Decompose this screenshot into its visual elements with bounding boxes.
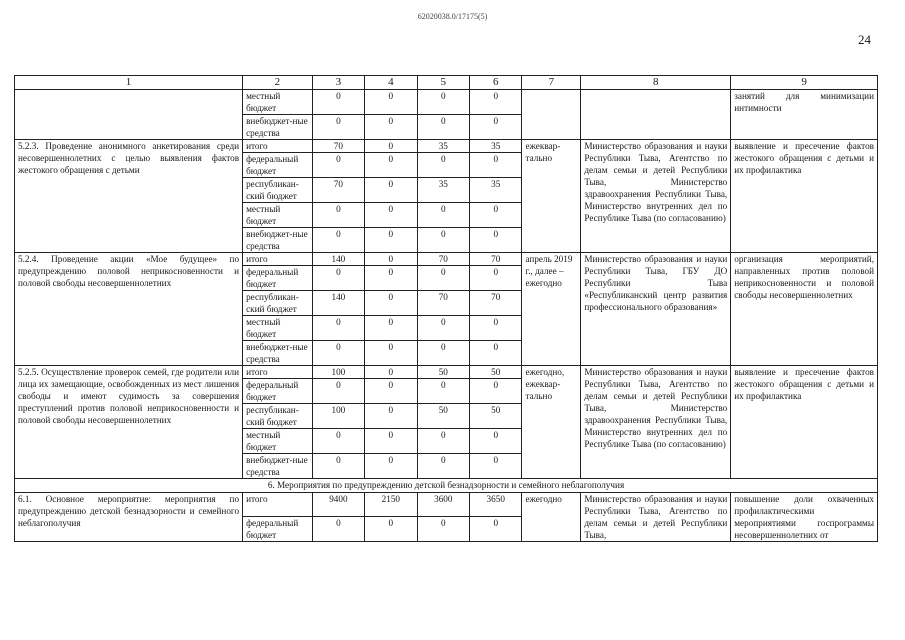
value-cell: 0 <box>312 115 364 140</box>
term-cell: апрель 2019 г., далее – ежегодно <box>522 253 581 366</box>
value-cell: 0 <box>365 153 417 178</box>
value-cell: 0 <box>365 266 417 291</box>
value-cell: 70 <box>417 291 469 316</box>
source-cell: местный бюджет <box>243 429 313 454</box>
value-cell: 0 <box>470 454 522 479</box>
section-heading: 6. Мероприятия по предупреждению детской безнадзорности и семейного неблагополучия <box>15 479 878 493</box>
value-cell: 50 <box>417 366 469 379</box>
value-cell: 35 <box>470 178 522 203</box>
source-cell: внебюджет-ные средства <box>243 341 313 366</box>
value-cell: 0 <box>312 90 364 115</box>
measure-title: 5.2.5. Осуществление проверок семей, где родители или лица их замещающие, освобожденных из мест лишения свободы и имеют судимость за совершения преступлений против половой неприкосновенности и половой свободы несовершеннолетних <box>15 366 243 479</box>
result-cell: занятий для минимизации интимности <box>731 90 878 140</box>
executor-cell: Министерство образования и науки Республики Тыва, ГБУ ДО Республики Тыва «Республиканский центр развития профессионального образования» <box>581 253 731 366</box>
value-cell: 50 <box>470 404 522 429</box>
value-cell: 3600 <box>417 493 469 517</box>
value-cell: 0 <box>470 517 522 542</box>
document-id: 62020038.0/17175(5) <box>417 12 488 21</box>
result-cell: повышение доли охваченных профилактическими мероприятиями госпрограммы несовершеннолетних от <box>731 493 878 542</box>
value-cell: 0 <box>417 266 469 291</box>
value-cell: 0 <box>365 316 417 341</box>
source-cell: республикан-ский бюджет <box>243 404 313 429</box>
value-cell: 0 <box>365 90 417 115</box>
value-cell: 0 <box>365 429 417 454</box>
value-cell: 35 <box>417 140 469 153</box>
header-cell: 2 <box>243 76 313 90</box>
value-cell: 0 <box>417 203 469 228</box>
value-cell: 50 <box>417 404 469 429</box>
value-cell: 0 <box>365 454 417 479</box>
cont-title-cell <box>15 90 243 140</box>
value-cell: 0 <box>417 517 469 542</box>
value-cell: 70 <box>470 291 522 316</box>
table-row <box>15 90 878 115</box>
value-cell: 100 <box>312 404 364 429</box>
value-cell: 0 <box>470 316 522 341</box>
value-cell: 0 <box>312 429 364 454</box>
value-cell: 0 <box>312 266 364 291</box>
value-cell: 50 <box>470 366 522 379</box>
measure-title: 6.1. Основное мероприятие: мероприятия по предупреждению детской безнадзорности и семейного неблагополучия <box>15 493 243 542</box>
value-cell: 0 <box>365 341 417 366</box>
source-cell: внебюджет-ные средства <box>243 228 313 253</box>
value-cell: 3650 <box>470 493 522 517</box>
value-cell: 0 <box>312 379 364 404</box>
source-cell: местный бюджет <box>243 90 313 115</box>
value-cell: 0 <box>417 316 469 341</box>
value-cell: 0 <box>470 429 522 454</box>
value-cell: 0 <box>365 404 417 429</box>
value-cell: 0 <box>365 140 417 153</box>
result-cell: выявление и пресечение фактов жестокого обращения с детьми и их профилактика <box>731 140 878 253</box>
value-cell: 0 <box>312 316 364 341</box>
value-cell: 0 <box>417 379 469 404</box>
value-cell: 0 <box>470 153 522 178</box>
value-cell: 0 <box>312 228 364 253</box>
value-cell: 9400 <box>312 493 364 517</box>
source-cell: местный бюджет <box>243 203 313 228</box>
value-cell: 0 <box>312 454 364 479</box>
value-cell: 0 <box>417 228 469 253</box>
value-cell: 0 <box>365 178 417 203</box>
value-cell: 0 <box>470 379 522 404</box>
value-cell: 0 <box>470 90 522 115</box>
value-cell: 0 <box>417 341 469 366</box>
value-cell: 70 <box>312 178 364 203</box>
source-cell: местный бюджет <box>243 316 313 341</box>
value-cell: 0 <box>365 517 417 542</box>
result-cell: организация мероприятий, направленных против половой неприкосновенности и половой свободы несовершеннолетних <box>731 253 878 366</box>
executor-cell: Министерство образования и науки Республики Тыва, Агентство по делам семьи и детей Республики Тыва, <box>581 493 731 542</box>
program-table <box>14 75 878 542</box>
value-cell: 140 <box>312 253 364 266</box>
source-cell: республикан-ский бюджет <box>243 178 313 203</box>
source-cell: итого <box>243 493 313 517</box>
table-row <box>15 493 878 517</box>
value-cell: 70 <box>417 253 469 266</box>
table-row <box>15 366 878 379</box>
header-cell: 6 <box>470 76 522 90</box>
term-cell: ежегодно, ежеквар-тально <box>522 366 581 479</box>
result-cell: выявление и пресечение фактов жестокого обращения с детьми и их профилактика <box>731 366 878 479</box>
value-cell: 0 <box>365 366 417 379</box>
source-cell: итого <box>243 140 313 153</box>
term-cell: ежегодно <box>522 493 581 542</box>
value-cell: 0 <box>470 115 522 140</box>
value-cell: 0 <box>417 454 469 479</box>
measure-title: 5.2.3. Проведение анонимного анкетирования среди несовершеннолетних с целью выявления фактов жестокого обращения с детьми <box>15 140 243 253</box>
executor-cell <box>581 90 731 140</box>
value-cell: 0 <box>312 203 364 228</box>
value-cell: 0 <box>417 153 469 178</box>
value-cell: 100 <box>312 366 364 379</box>
value-cell: 0 <box>470 341 522 366</box>
value-cell: 70 <box>312 140 364 153</box>
value-cell: 0 <box>417 429 469 454</box>
header-cell: 8 <box>581 76 731 90</box>
source-cell: федеральный бюджет <box>243 153 313 178</box>
source-cell: внебюджет-ные средства <box>243 454 313 479</box>
header-cell: 1 <box>15 76 243 90</box>
source-cell: итого <box>243 253 313 266</box>
value-cell: 0 <box>312 517 364 542</box>
source-cell: итого <box>243 366 313 379</box>
value-cell: 35 <box>417 178 469 203</box>
header-row <box>15 76 878 90</box>
value-cell: 2150 <box>365 493 417 517</box>
value-cell: 0 <box>417 115 469 140</box>
executor-cell: Министерство образования и науки Республики Тыва, Агентство по делам семьи и детей Республики Тыва, Министерство здравоохранения Республики Тыва, Министерство внутренних дел по Республике Тыва (по согласованию) <box>581 366 731 479</box>
header-cell: 4 <box>365 76 417 90</box>
term-cell <box>522 90 581 140</box>
value-cell: 0 <box>470 266 522 291</box>
value-cell: 0 <box>417 90 469 115</box>
header-cell: 3 <box>312 76 364 90</box>
header-cell: 5 <box>417 76 469 90</box>
header-cell: 7 <box>522 76 581 90</box>
source-cell: федеральный бюджет <box>243 517 313 542</box>
section-row <box>15 479 878 493</box>
value-cell: 0 <box>365 228 417 253</box>
source-cell: республикан-ский бюджет <box>243 291 313 316</box>
value-cell: 0 <box>312 341 364 366</box>
value-cell: 0 <box>365 115 417 140</box>
executor-cell: Министерство образования и науки Республики Тыва, Агентство по делам семьи и детей Республики Тыва, Министерство здравоохранения Республики Тыва, Министерство внутренних дел по Республике Тыва (по согласованию) <box>581 140 731 253</box>
value-cell: 0 <box>365 379 417 404</box>
value-cell: 140 <box>312 291 364 316</box>
value-cell: 0 <box>312 153 364 178</box>
value-cell: 35 <box>470 140 522 153</box>
value-cell: 0 <box>470 228 522 253</box>
table-row <box>15 253 878 266</box>
value-cell: 0 <box>365 253 417 266</box>
term-cell: ежеквар-тально <box>522 140 581 253</box>
value-cell: 70 <box>470 253 522 266</box>
source-cell: внебюджет-ные средства <box>243 115 313 140</box>
header-cell: 9 <box>731 76 878 90</box>
measure-title: 5.2.4. Проведение акции «Мое будущее» по предупреждению половой неприкосновенности и половой свободы несовершеннолетних <box>15 253 243 366</box>
value-cell: 0 <box>365 291 417 316</box>
source-cell: федеральный бюджет <box>243 266 313 291</box>
source-cell: федеральный бюджет <box>243 379 313 404</box>
page-number: 24 <box>858 32 871 47</box>
table-row <box>15 140 878 153</box>
value-cell: 0 <box>365 203 417 228</box>
value-cell: 0 <box>470 203 522 228</box>
